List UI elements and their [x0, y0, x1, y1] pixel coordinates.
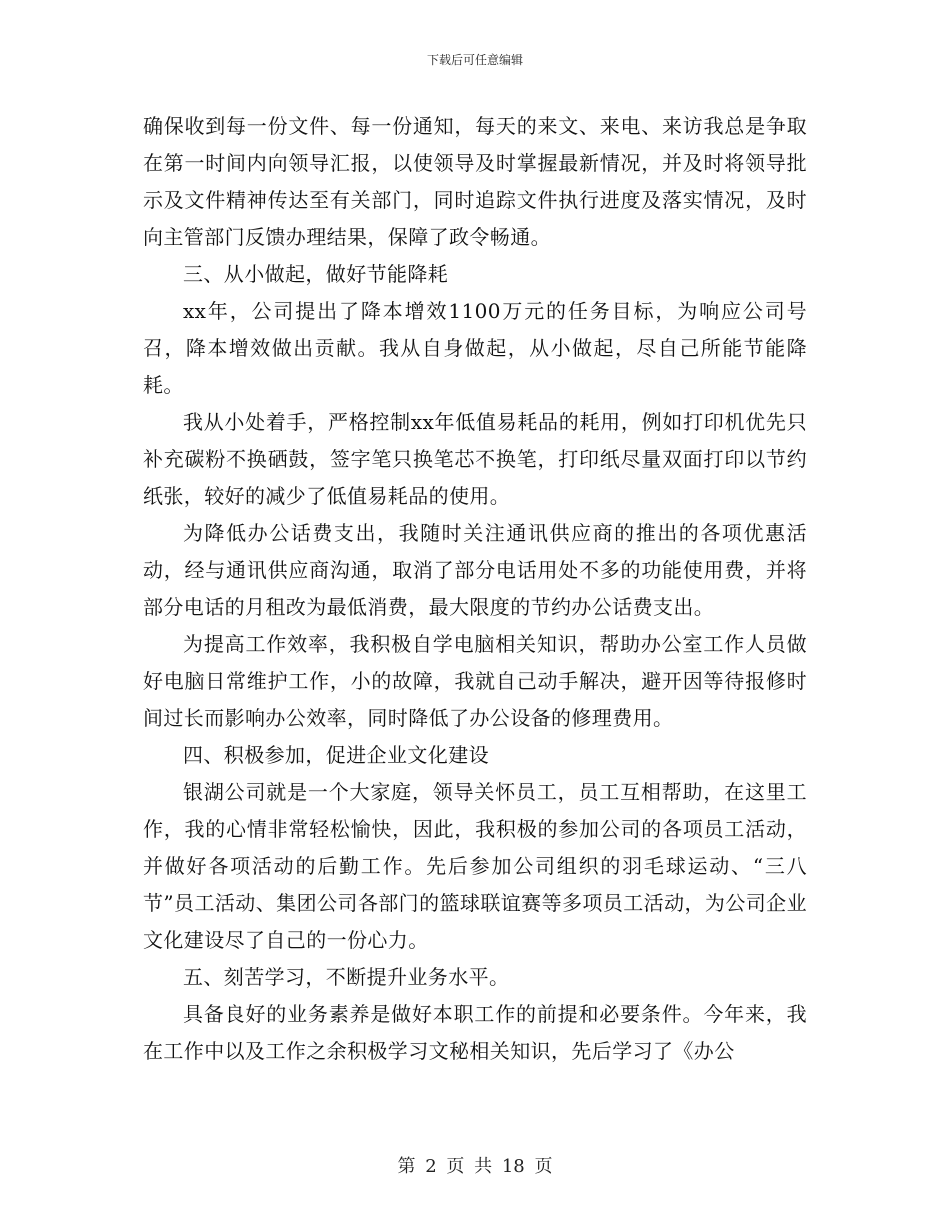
document-body — [143, 108, 807, 1070]
paragraph: 银湖公司就是一个大家庭，领导关怀员工，员工互相帮助，在这里工作，我的心情非常轻松愉快，因此，我积极的参加公司的各项员工活动，并做好各项活动的后勤工作。先后参加公司组织的羽毛球运动、“三八节”员工活动、集团公司各部门的篮球联谊赛等多项员工活动，为公司企业文化建设尽了自己的一份心力。 — [143, 780, 807, 952]
section-heading-3: 三、从小做起，做好节能降耗 — [183, 262, 449, 286]
page-header: 下载后可任意编辑 — [426, 53, 523, 67]
paragraph: 具备良好的业务素养是做好本职工作的前提和必要条件。今年来，我在工作中以及工作之余积极学习文秘相关知识，先后学习了《办公 — [143, 1002, 807, 1063]
section-heading-5: 五、刻苦学习，不断提升业务水平。 — [183, 965, 510, 989]
paragraph: 为提高工作效率，我积极自学电脑相关知识，帮助办公室工作人员做好电脑日常维护工作，小的故障，我就自己动手解决，避开因等待报修时间过长而影响办公效率，同时降低了办公设备的修理费用。 — [143, 632, 807, 730]
section-heading-4: 四、积极参加，促进企业文化建设 — [183, 743, 489, 767]
paragraph: 为降低办公话费支出，我随时关注通讯供应商的推出的各项优惠活动，经与通讯供应商沟通，取消了部分电话用处不多的功能使用费，并将部分电话的月租改为最低消费，最大限度的节约办公话费支出。 — [143, 521, 807, 619]
paragraph-continuation: 确保收到每一份文件、每一份通知，每天的来文、来电、来访我总是争取在第一时间内向领导汇报，以使领导及时掌握最新情况，并及时将领导批示及文件精神传达至有关部门，同时追踪文件执行进度及落实情况，及时向主管部门反馈办理结果，保障了政令畅通。 — [143, 114, 807, 249]
page-footer: 第 2 页 共 18 页 — [397, 1156, 553, 1177]
paragraph: xx年，公司提出了降本增效1100万元的任务目标，为响应公司号召，降本增效做出贡献。我从自身做起，从小做起，尽自己所能节能降耗。 — [143, 299, 807, 397]
paragraph: 我从小处着手，严格控制xx年低值易耗品的耗用，例如打印机优先只补充碳粉不换硒鼓，签字笔只换笔芯不换笔，打印纸尽量双面打印以节约纸张，较好的减少了低值易耗品的使用。 — [143, 410, 807, 508]
